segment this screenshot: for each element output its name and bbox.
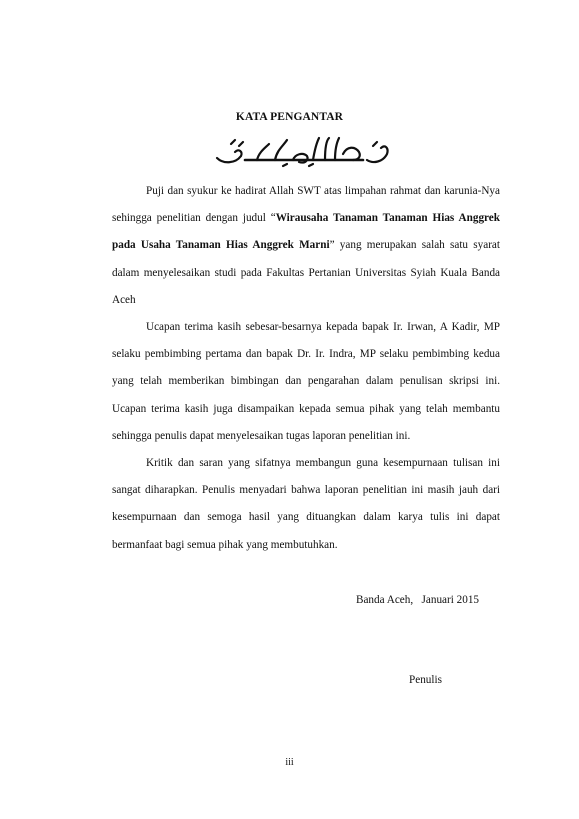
closing-place-date: Banda Aceh, Januari 2015 [356,594,480,606]
paragraph-1-lead: Puji dan syukur ke hadirat Allah SWT atas limpahan rahmat dan karunia-Nya sehingga penelitian dengan judul “ [112,185,500,225]
body-text [112,178,500,559]
research-title: Wirausaha Tanaman Tanaman Hias Anggrek pada Usaha Tanaman Hias Anggrek Marni [112,212,500,252]
paragraph-3: Kritik dan saran yang sifatnya membangun guna kesempurnaan tulisan ini sangat diharapkan. Penulis menyadari bahwa laporan penelitian ini masih jauh dari kesempurnaan dan semoga hasil yang dituangkan dalam karya tulis ini dapat bermanfaat bagi semua pihak yang membutuhkan. [112,457,500,551]
closing-author: Penulis [409,674,442,686]
paragraph-1-tail: ” yang merupakan salah satu syarat dalam menyelesaikan studi pada Fakultas Pertanian Universitas Syiah Kuala Banda Aceh [112,239,500,306]
basmala-calligraphy [213,134,393,170]
paragraph-2: Ucapan terima kasih sebesar-besarnya kepada bapak Ir. Irwan, A Kadir, MP selaku pembimbing pertama dan bapak Dr. Ir. Indra, MP selaku pembimbing kedua yang telah memberikan bimbingan dan pengarahan dalam penulisan skripsi ini. Ucapan terima kasih juga disampaikan kepada semua pihak yang telah membantu sehingga penulis dapat menyelesaikan tugas laporan penelitian ini. [112,321,500,442]
paragraph-1 [112,178,500,314]
page-number: iii [285,757,294,768]
page-title: KATA PENGANTAR [235,111,344,123]
